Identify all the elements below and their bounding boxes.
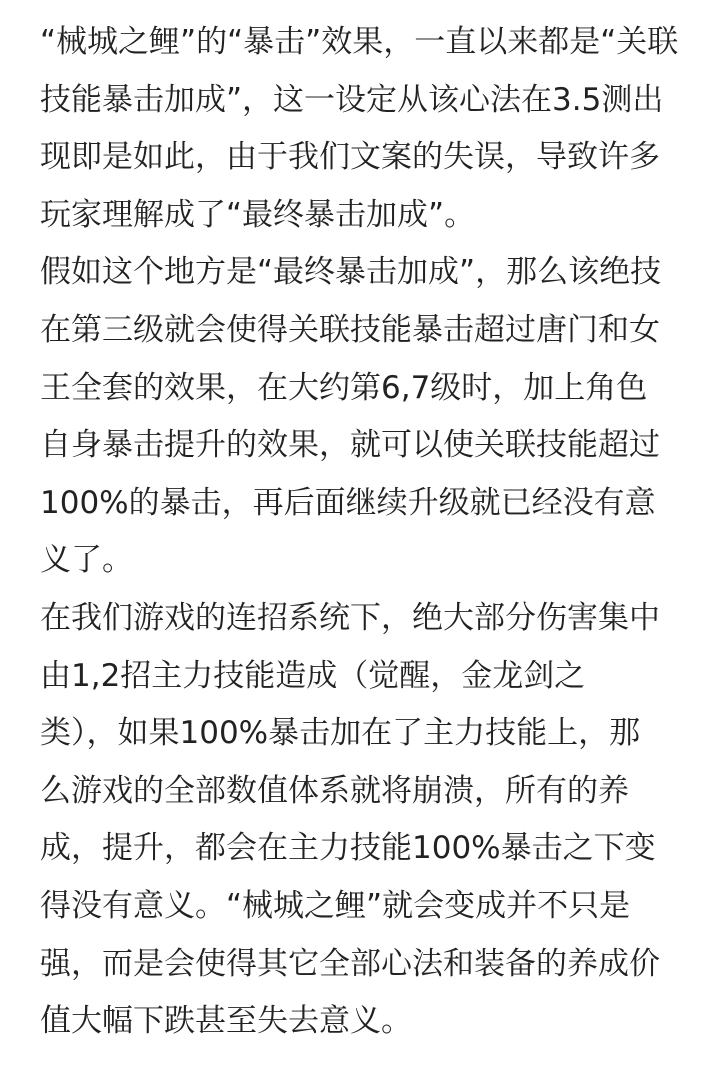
text-line: 技能暴击加成”，这一设定从该心法在3.5测出 <box>40 81 664 118</box>
text-line: 现即是如此，由于我们文案的失误，导致许多 <box>40 139 660 176</box>
text-line: 在我们游戏的连招系统下，绝大部分伤害集中 <box>40 599 660 636</box>
text-line: 得没有意义。“械城之鲤”就会变成并不只是 <box>40 887 631 924</box>
text-line: 成，提升，都会在主力技能100%暴击之下变 <box>40 830 656 867</box>
text-line: 么游戏的全部数值体系就将崩溃，所有的养 <box>40 772 629 809</box>
text-line: 义了。 <box>40 542 133 579</box>
text-line: 类），如果100%暴击加在了主力技能上，那 <box>40 715 641 752</box>
text-line: 100%的暴击，再后面继续升级就已经没有意 <box>40 484 656 521</box>
text-line: 假如这个地方是“最终暴击加成”，那么该绝技 <box>40 254 662 291</box>
text-line: 在第三级就会使得关联技能暴击超过唐门和女 <box>40 311 660 348</box>
text-line: 玩家理解成了“最终暴击加成”。 <box>40 196 476 233</box>
text-line: 由1,2招主力技能造成（觉醒，金龙剑之 <box>40 657 586 694</box>
text-line: 自身暴击提升的效果，就可以使关联技能超过 <box>40 427 660 464</box>
text-line: 强，而是会使得其它全部心法和装备的养成价 <box>40 945 660 982</box>
text-line: “械城之鲤”的“暴击”效果，一直以来都是“关联 <box>40 24 679 60</box>
text-line: 王全套的效果，在大约第6,7级时，加上角色 <box>40 369 648 406</box>
text-line: 值大幅下跌甚至失去意义。 <box>40 1003 412 1040</box>
